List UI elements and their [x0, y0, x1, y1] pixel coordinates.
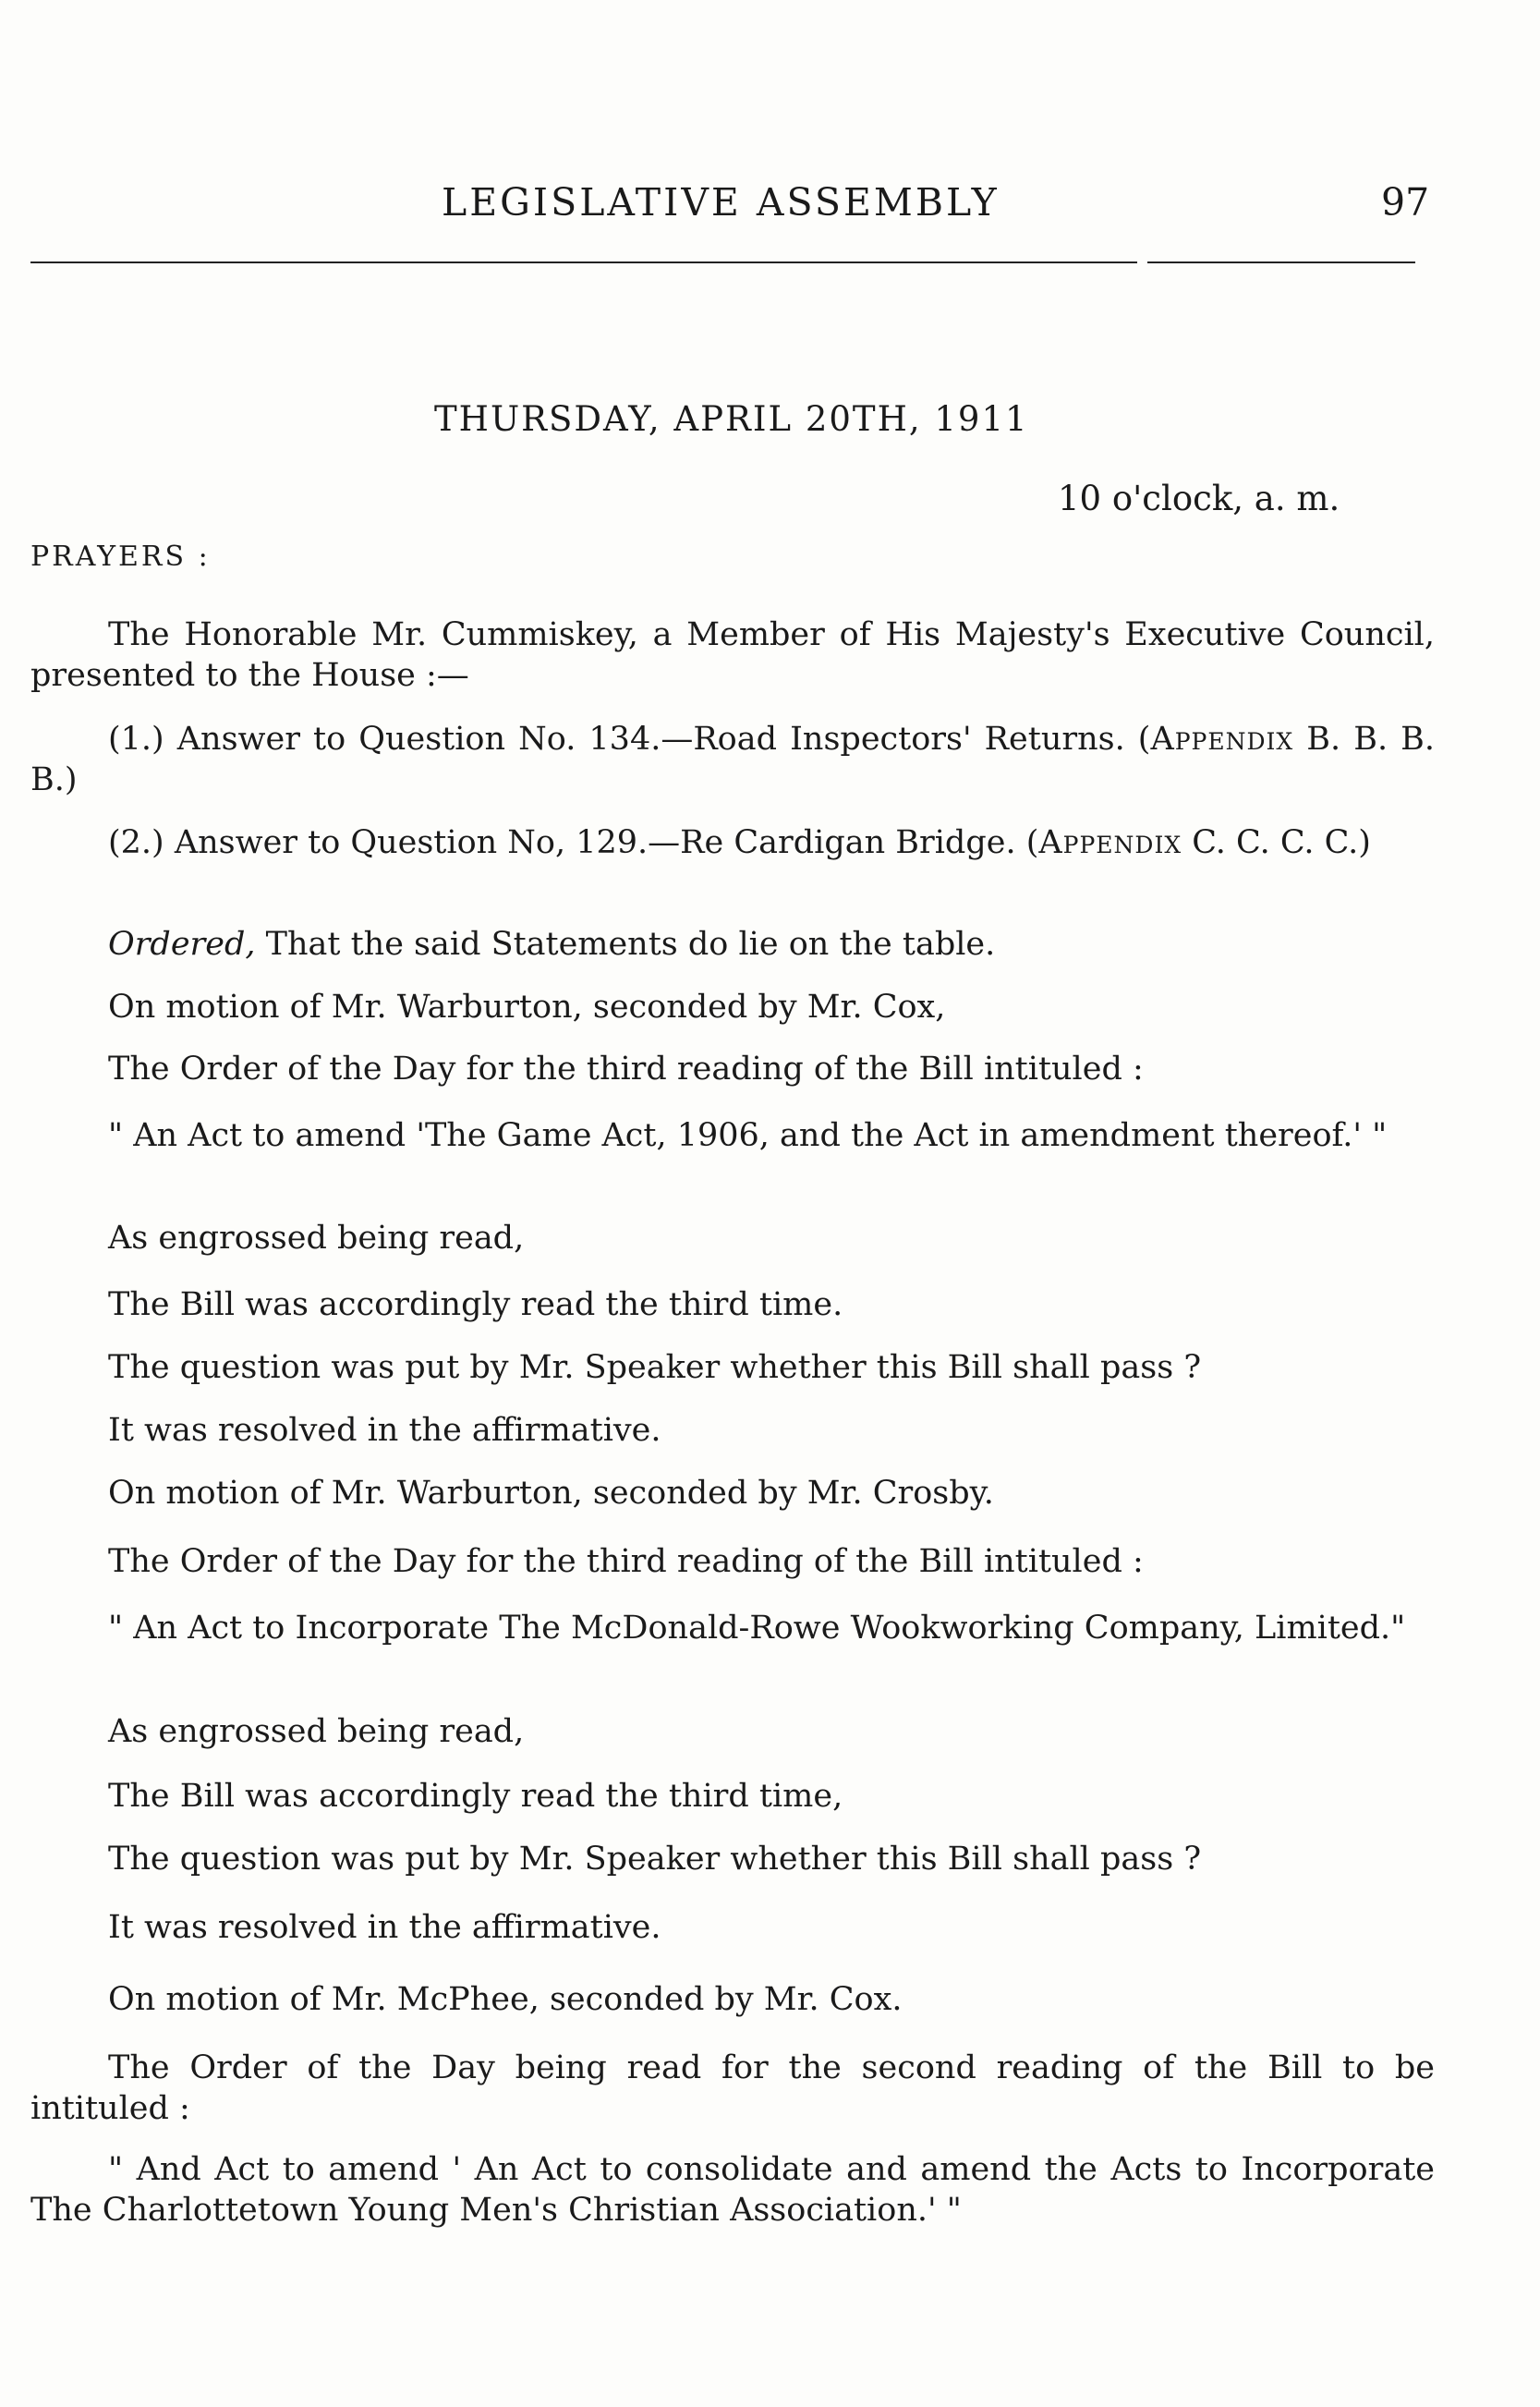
paragraph-bill-title: " An Act to amend 'The Game Act, 1906, and the Act in amendment thereof.' ": [108, 1117, 1388, 1154]
paragraph-answer-129: [30, 822, 1435, 863]
appendix-ref: B. B. B. B.): [30, 721, 1435, 798]
answer-134-text: (1.) Answer to Question No. 134.—Road Inspectors' Returns. (: [108, 721, 1151, 758]
running-title: LEGISLATIVE ASSEMBLY: [442, 180, 1000, 225]
paragraph-question: The question was put by Mr. Speaker whether this Bill shall pass ?: [108, 1841, 1202, 1878]
appendix-label: Appendix: [1150, 721, 1294, 758]
paragraph-order-of-day: The Order of the Day being read for the second reading of the Bill to be intituled :: [30, 2049, 1435, 2127]
sitting-date: THURSDAY, APRIL 20TH, 1911: [434, 399, 1029, 439]
paragraph-resolved: It was resolved in the affirmative.: [108, 1412, 661, 1449]
paragraph-bill-title: " An Act to Incorporate The McDonald-Rowe Wookworking Company, Limited.": [108, 1610, 1406, 1647]
header-rule: [30, 261, 1137, 263]
prayers-heading: PRAYERS :: [30, 541, 211, 573]
running-head: [0, 180, 1540, 236]
paragraph-bill-title: " And Act to amend ' An Act to consolidate and amend the Acts to Incorporate The Charlottetown Young Men's Christian Association.' ": [30, 2151, 1435, 2229]
paragraph-resolved: It was resolved in the affirmative.: [108, 1909, 661, 1946]
paragraph-engrossed: As engrossed being read,: [108, 1220, 525, 1257]
paragraph-council-presentation: The Honorable Mr. Cummiskey, a Member of His Majesty's Executive Council, presented to the House :—: [30, 616, 1435, 694]
page-number: 97: [1381, 180, 1430, 225]
appendix-ref: C. C. C. C.): [1182, 824, 1371, 861]
ordered-word: Ordered,: [108, 926, 256, 963]
paragraph-order-of-day: The Order of the Day for the third reading of the Bill intituled :: [108, 1051, 1144, 1088]
paragraph-question: The question was put by Mr. Speaker whether this Bill shall pass ?: [108, 1349, 1202, 1386]
paragraph-third-reading: The Bill was accordingly read the third time.: [108, 1286, 843, 1323]
paragraph-order-of-day: The Order of the Day for the third reading of the Bill intituled :: [108, 1543, 1144, 1580]
sitting-time: 10 o'clock, a. m.: [1058, 479, 1340, 518]
paragraph-motion: On motion of Mr. Warburton, seconded by Mr. Cox,: [108, 989, 946, 1026]
paragraph-motion: On motion of Mr. Warburton, seconded by Mr. Crosby.: [108, 1475, 994, 1512]
appendix-label: Appendix: [1038, 824, 1182, 861]
ordered-rest: That the said Statements do lie on the table.: [255, 926, 996, 963]
paragraph-engrossed: As engrossed being read,: [108, 1713, 525, 1750]
paragraph-motion: On motion of Mr. McPhee, seconded by Mr. Cox.: [108, 1981, 903, 2018]
paragraph-answer-134: [30, 719, 1435, 800]
answer-129-text: (2.) Answer to Question No, 129.—Re Cardigan Bridge. (: [108, 824, 1039, 861]
header-rule-right: [1147, 261, 1415, 263]
paragraph-ordered: [30, 924, 1435, 965]
paragraph-third-reading: The Bill was accordingly read the third time,: [108, 1778, 843, 1815]
